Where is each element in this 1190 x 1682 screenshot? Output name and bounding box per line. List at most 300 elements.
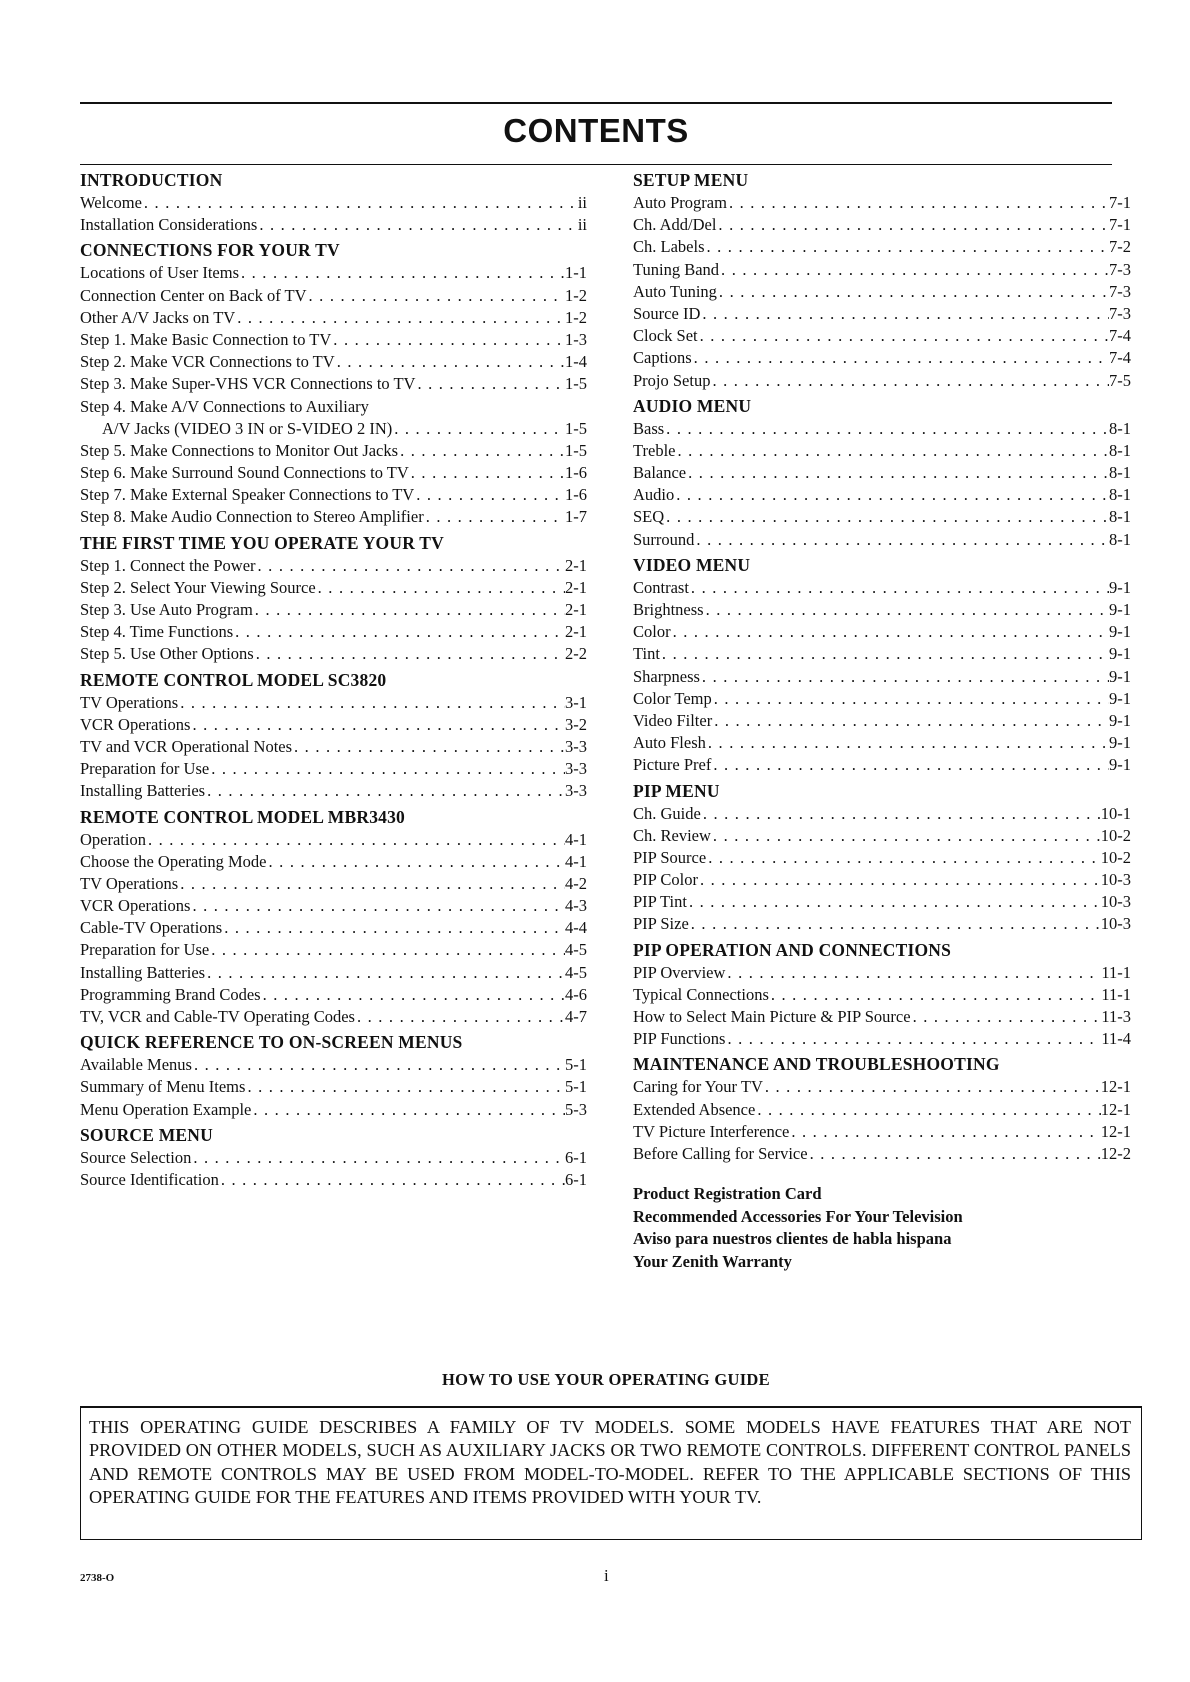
toc-entry-title: Source Identification bbox=[80, 1169, 219, 1189]
dot-leader bbox=[307, 285, 565, 307]
dot-leader bbox=[689, 577, 1109, 599]
dot-leader bbox=[700, 303, 1109, 325]
dot-leader bbox=[398, 440, 565, 462]
toc-entry[interactable] bbox=[80, 373, 587, 395]
toc-entry-title: Locations of User Items bbox=[80, 263, 239, 283]
toc-section-heading-introduction: INTRODUCTION bbox=[80, 170, 223, 190]
toc-entry-page: 1-2 bbox=[565, 285, 587, 305]
toc-entry-title: Ch. Labels bbox=[633, 237, 705, 257]
toc-entry[interactable] bbox=[80, 506, 587, 528]
notice-box bbox=[80, 1406, 1142, 1540]
toc-entry-page: 8-1 bbox=[1109, 529, 1131, 549]
toc-entry[interactable] bbox=[80, 984, 587, 1006]
dot-leader bbox=[253, 599, 565, 621]
toc-entry-title: Step 2. Select Your Viewing Source bbox=[80, 577, 316, 597]
toc-entry-page: 12-2 bbox=[1100, 1143, 1131, 1163]
toc-entry[interactable] bbox=[80, 192, 587, 214]
toc-entry-page: 9-1 bbox=[1109, 688, 1131, 708]
dot-leader bbox=[789, 1121, 1100, 1143]
toc-entry-page: 11-1 bbox=[1101, 962, 1131, 982]
page-number: i bbox=[604, 1566, 609, 1585]
toc-entry-page: 4-6 bbox=[565, 984, 587, 1004]
toc-entry-page: 12-1 bbox=[1100, 1077, 1131, 1097]
toc-entry[interactable] bbox=[633, 236, 1131, 258]
toc-entry[interactable] bbox=[80, 1006, 587, 1028]
toc-entry-title: Ch. Guide bbox=[633, 803, 701, 823]
toc-right-column bbox=[633, 168, 1131, 1274]
toc-entry-title: Preparation for Use bbox=[80, 940, 210, 960]
toc-entry-page: 1-4 bbox=[565, 352, 587, 372]
toc-entry[interactable] bbox=[633, 913, 1131, 935]
toc-entry-title: Tuning Band bbox=[633, 259, 720, 279]
toc-entry-page: 9-1 bbox=[1109, 622, 1131, 642]
dot-leader bbox=[769, 984, 1102, 1006]
toc-entry-title: Tint bbox=[633, 644, 660, 664]
dot-leader bbox=[700, 666, 1109, 688]
toc-entry[interactable] bbox=[633, 599, 1131, 621]
toc-entry[interactable] bbox=[80, 1147, 587, 1169]
toc-entry-page: 5-1 bbox=[565, 1055, 587, 1075]
toc-entry-page: 8-1 bbox=[1109, 418, 1131, 438]
toc-entry-title: Before Calling for Service bbox=[633, 1143, 808, 1163]
toc-entry-title: TV Operations bbox=[80, 873, 179, 893]
toc-entry-page: 8-1 bbox=[1109, 485, 1131, 505]
toc-entry-page: 4-3 bbox=[565, 896, 587, 916]
toc-entry[interactable] bbox=[80, 1169, 587, 1191]
toc-entry[interactable] bbox=[80, 396, 587, 418]
dot-leader bbox=[205, 962, 565, 984]
toc-entry[interactable] bbox=[80, 692, 587, 714]
toc-entry-page: ii bbox=[577, 215, 587, 235]
toc-entry-page: 10-1 bbox=[1100, 803, 1131, 823]
top-rule bbox=[80, 102, 1112, 104]
dot-leader bbox=[701, 803, 1101, 825]
dot-leader bbox=[254, 643, 565, 665]
toc-entry[interactable] bbox=[633, 418, 1131, 440]
toc-entry-title: Audio bbox=[633, 485, 675, 505]
toc-entry-title: Caring for Your TV bbox=[633, 1077, 763, 1097]
toc-entry[interactable] bbox=[633, 847, 1131, 869]
toc-section-heading-pip-menu: PIP MENU bbox=[633, 780, 720, 801]
toc-entry[interactable] bbox=[80, 829, 587, 851]
toc-entry-title: Installing Batteries bbox=[80, 962, 206, 982]
dot-leader bbox=[660, 643, 1109, 665]
toc-entry[interactable] bbox=[633, 1099, 1131, 1121]
toc-entry-title: Step 3. Use Auto Program bbox=[80, 600, 253, 619]
dot-leader bbox=[711, 825, 1101, 847]
dot-leader bbox=[704, 599, 1109, 621]
toc-left-column bbox=[80, 168, 587, 1191]
toc-entry-title: Other A/V Jacks on TV bbox=[80, 307, 236, 327]
toc-entry[interactable] bbox=[80, 577, 587, 599]
dot-leader bbox=[689, 913, 1101, 935]
dot-leader bbox=[671, 621, 1109, 643]
additional-item: Your Zenith Warranty bbox=[633, 1251, 792, 1271]
toc-entry-title: Color bbox=[633, 622, 671, 642]
toc-entry-title: Clock Set bbox=[633, 326, 698, 346]
toc-entry-page: 7-5 bbox=[1109, 370, 1131, 390]
toc-entry-title: PIP Overview bbox=[633, 962, 726, 982]
dot-leader bbox=[424, 506, 565, 528]
toc-entry-title: Step 4. Make A/V Connections to Auxiliary bbox=[80, 396, 369, 416]
toc-entry-page: 7-3 bbox=[1109, 303, 1131, 323]
toc-entry-page: 4-5 bbox=[565, 940, 587, 960]
toc-entry-title: Auto Program bbox=[633, 193, 727, 212]
toc-entry[interactable] bbox=[80, 758, 587, 780]
toc-entry-page: 3-3 bbox=[565, 736, 587, 756]
toc-entry[interactable] bbox=[80, 962, 587, 984]
toc-entry-page: 7-4 bbox=[1109, 348, 1131, 368]
toc-entry[interactable] bbox=[633, 370, 1131, 392]
toc-entry[interactable] bbox=[633, 484, 1131, 506]
toc-entry-page: 4-7 bbox=[565, 1007, 587, 1026]
toc-entry[interactable] bbox=[80, 285, 587, 307]
toc-entry-page: 9-1 bbox=[1109, 577, 1131, 597]
toc-entry[interactable] bbox=[80, 262, 587, 284]
dot-leader bbox=[727, 192, 1109, 214]
toc-entry[interactable] bbox=[80, 851, 587, 873]
dot-leader bbox=[178, 692, 565, 714]
toc-entry-title: Contrast bbox=[633, 577, 689, 597]
toc-section-heading-video-menu: VIDEO MENU bbox=[633, 554, 751, 575]
dot-leader bbox=[142, 192, 573, 214]
toc-entry-title: Color Temp bbox=[633, 688, 712, 708]
dot-leader bbox=[710, 370, 1109, 392]
toc-entry-title: Operation bbox=[80, 829, 146, 849]
toc-entry-title: Picture Pref bbox=[633, 755, 712, 775]
dot-leader bbox=[712, 710, 1109, 732]
dot-leader bbox=[712, 688, 1109, 710]
additional-item: Product Registration Card bbox=[633, 1184, 822, 1204]
toc-section-heading-source-menu: SOURCE MENU bbox=[80, 1124, 213, 1145]
dot-leader bbox=[664, 418, 1109, 440]
toc-entry[interactable] bbox=[633, 529, 1131, 551]
toc-entry-title: VCR Operations bbox=[80, 714, 191, 734]
toc-entry[interactable] bbox=[633, 281, 1131, 303]
dot-leader bbox=[192, 1054, 565, 1076]
toc-entry-page: 5-3 bbox=[565, 1099, 587, 1119]
toc-entry-page: 1-7 bbox=[565, 507, 587, 527]
toc-entry[interactable] bbox=[633, 891, 1131, 913]
dot-leader bbox=[251, 1099, 565, 1121]
toc-entry-title: Projo Setup bbox=[633, 370, 711, 390]
toc-entry-page: 7-1 bbox=[1109, 215, 1131, 235]
toc-entry[interactable] bbox=[80, 1054, 587, 1076]
toc-entry-page: 3-3 bbox=[565, 781, 587, 801]
toc-entry-title: Captions bbox=[633, 348, 692, 368]
toc-entry-page: 8-1 bbox=[1109, 463, 1131, 483]
toc-entry-page: 3-2 bbox=[565, 714, 587, 734]
toc-entry-title: PIP Size bbox=[633, 914, 689, 934]
dot-leader bbox=[911, 1006, 1102, 1028]
notice-text: THIS OPERATING GUIDE DESCRIBES A FAMILY OF TV MODELS. SOME MODELS HAVE FEATURES THAT ARE NOT PROVIDED ON OTHER MODELS, SUCH AS AUXILIARY JACKS OR TWO REMOTE CONTROLS. DIFFERENT CONTROL PANELS AND REMOTE CONTROLS MAY BE USED FROM MODEL-TO-MODEL. REFER TO THE APPLICABLE SECTIONS OF THIS OPERATING GUIDE FOR THE FEATURES AND ITEMS PROVIDED WITH YOUR TV. bbox=[89, 1417, 1131, 1508]
toc-entry-title: Cable-TV Operations bbox=[80, 918, 223, 938]
toc-entry-title: Summary of Menu Items bbox=[80, 1077, 246, 1097]
toc-entry[interactable] bbox=[633, 754, 1131, 776]
dot-leader bbox=[209, 939, 565, 961]
toc-entry-page: 1-1 bbox=[565, 263, 587, 283]
toc-entry[interactable] bbox=[633, 506, 1131, 528]
toc-entry[interactable] bbox=[80, 307, 587, 329]
toc-entry-title: Video Filter bbox=[633, 710, 713, 730]
toc-entry-title: Step 5. Use Other Options bbox=[80, 644, 254, 664]
toc-entry[interactable] bbox=[80, 621, 587, 643]
toc-entry-page: 2-2 bbox=[565, 644, 587, 664]
toc-entry[interactable] bbox=[633, 1006, 1131, 1028]
dot-leader bbox=[664, 506, 1109, 528]
dot-leader bbox=[716, 214, 1109, 236]
toc-entry[interactable] bbox=[80, 873, 587, 895]
toc-entry-page: 8-1 bbox=[1109, 440, 1131, 460]
toc-entry-title: Ch. Review bbox=[633, 825, 711, 845]
toc-entry[interactable] bbox=[633, 214, 1131, 236]
toc-entry-title: Brightness bbox=[633, 600, 704, 619]
toc-entry[interactable] bbox=[633, 621, 1131, 643]
toc-entry-page: 8-1 bbox=[1109, 507, 1131, 527]
additional-item: Aviso para nuestros clientes de habla hispana bbox=[633, 1229, 952, 1249]
toc-section-heading-pip-operation-and-connections: PIP OPERATION AND CONNECTIONS bbox=[633, 939, 952, 960]
toc-entry-page: 1-5 bbox=[565, 374, 587, 394]
toc-entry-page: 10-3 bbox=[1100, 870, 1131, 890]
toc-entry-page: 3-3 bbox=[565, 759, 587, 779]
toc-entry[interactable] bbox=[633, 347, 1131, 369]
toc-entry[interactable] bbox=[80, 351, 587, 373]
toc-entry-title: Source Selection bbox=[80, 1147, 192, 1167]
dot-leader bbox=[222, 917, 565, 939]
toc-entry[interactable] bbox=[80, 643, 587, 665]
toc-entry[interactable] bbox=[633, 666, 1131, 688]
toc-entry-page: 9-1 bbox=[1109, 710, 1131, 730]
toc-entry[interactable] bbox=[80, 939, 587, 961]
toc-entry[interactable] bbox=[80, 418, 587, 440]
dot-leader bbox=[414, 484, 565, 506]
howto-heading: HOW TO USE YOUR OPERATING GUIDE bbox=[442, 1370, 770, 1389]
toc-entry[interactable] bbox=[633, 462, 1131, 484]
dot-leader bbox=[711, 754, 1109, 776]
toc-entry-page: 10-3 bbox=[1100, 914, 1131, 934]
toc-entry-title: TV, VCR and Cable-TV Operating Codes bbox=[80, 1007, 355, 1026]
dot-leader bbox=[719, 259, 1109, 281]
dot-leader bbox=[146, 829, 565, 851]
toc-entry-page: 1-6 bbox=[565, 485, 587, 505]
toc-entry[interactable] bbox=[633, 688, 1131, 710]
toc-entry[interactable] bbox=[80, 555, 587, 577]
dot-leader bbox=[409, 462, 565, 484]
toc-section-heading-the-first-time-you-operate-your-tv: THE FIRST TIME YOU OPERATE YOUR TV bbox=[80, 532, 444, 553]
toc-entry-page: 7-4 bbox=[1109, 326, 1131, 346]
toc-entry[interactable] bbox=[80, 440, 587, 462]
toc-entry-page: 10-2 bbox=[1100, 847, 1131, 867]
dot-leader bbox=[674, 484, 1109, 506]
dot-leader bbox=[705, 236, 1110, 258]
toc-entry-title: Menu Operation Example bbox=[80, 1099, 252, 1119]
toc-entry[interactable] bbox=[633, 869, 1131, 891]
toc-entry-page: 4-2 bbox=[565, 873, 587, 893]
dot-leader bbox=[698, 325, 1109, 347]
dot-leader bbox=[808, 1143, 1101, 1165]
toc-entry-title: Step 6. Make Surround Sound Connections to TV bbox=[80, 463, 409, 483]
toc-entry[interactable] bbox=[633, 803, 1131, 825]
toc-entry-page: 4-5 bbox=[565, 962, 587, 982]
dot-leader bbox=[392, 418, 565, 440]
dot-leader bbox=[755, 1099, 1100, 1121]
toc-entry-page: 12-1 bbox=[1100, 1099, 1131, 1119]
toc-entry-title: Sharpness bbox=[633, 666, 700, 686]
toc-entry[interactable] bbox=[633, 440, 1131, 462]
toc-entry-title: PIP Source bbox=[633, 847, 707, 867]
toc-entry-title: Available Menus bbox=[80, 1055, 192, 1075]
toc-entry-page: 2-1 bbox=[565, 622, 587, 642]
toc-entry[interactable] bbox=[633, 192, 1131, 214]
toc-entry-title: PIP Functions bbox=[633, 1029, 726, 1049]
dot-leader bbox=[706, 847, 1101, 869]
toc-entry-page: 7-3 bbox=[1109, 259, 1131, 279]
toc-entry-page: 1-5 bbox=[565, 418, 587, 438]
toc-entry-page: 10-2 bbox=[1100, 825, 1131, 845]
additional-items bbox=[633, 1183, 1131, 1273]
toc-entry[interactable] bbox=[80, 462, 587, 484]
toc-entry-page: 10-3 bbox=[1100, 892, 1131, 912]
dot-leader bbox=[219, 1169, 565, 1191]
page-title: CONTENTS bbox=[503, 112, 689, 149]
toc-entry-title: Preparation for Use bbox=[80, 759, 210, 779]
toc-entry[interactable] bbox=[633, 710, 1131, 732]
toc-entry[interactable] bbox=[633, 325, 1131, 347]
toc-entry-title: Source ID bbox=[633, 303, 701, 323]
toc-entry-page: 9-1 bbox=[1109, 755, 1131, 775]
toc-entry-title: Connection Center on Back of TV bbox=[80, 285, 307, 305]
toc-entry[interactable] bbox=[633, 577, 1131, 599]
toc-entry-title: Programming Brand Codes bbox=[80, 984, 261, 1004]
additional-item: Recommended Accessories For Your Television bbox=[633, 1206, 963, 1226]
dot-leader bbox=[233, 621, 565, 643]
dot-leader bbox=[331, 329, 565, 351]
dot-leader bbox=[698, 869, 1101, 891]
toc-entry[interactable] bbox=[80, 780, 587, 802]
dot-leader bbox=[239, 262, 565, 284]
toc-section-heading-remote-control-model-mbr3430: REMOTE CONTROL MODEL MBR3430 bbox=[80, 806, 406, 827]
toc-entry-title: Welcome bbox=[80, 193, 142, 212]
dot-leader bbox=[687, 891, 1101, 913]
toc-entry-page: 2-1 bbox=[565, 577, 587, 597]
toc-entry-page: 12-1 bbox=[1100, 1121, 1131, 1141]
toc-section-heading-remote-control-model-sc3820: REMOTE CONTROL MODEL SC3820 bbox=[80, 669, 387, 690]
toc-entry-title: Step 4. Time Functions bbox=[80, 622, 234, 642]
toc-entry-title: Surround bbox=[633, 529, 695, 549]
toc-entry-page: 2-1 bbox=[565, 600, 587, 619]
toc-entry[interactable] bbox=[80, 1076, 587, 1098]
toc-entry[interactable] bbox=[80, 329, 587, 351]
toc-entry-page: 6-1 bbox=[565, 1169, 587, 1189]
toc-entry-title: Auto Tuning bbox=[633, 281, 717, 301]
toc-entry[interactable] bbox=[80, 895, 587, 917]
dot-leader bbox=[245, 1076, 565, 1098]
toc-entry-page: 1-5 bbox=[565, 440, 587, 460]
dot-leader bbox=[191, 1147, 565, 1169]
toc-entry[interactable] bbox=[633, 1121, 1131, 1143]
toc-entry-title: Step 1. Connect the Power bbox=[80, 555, 256, 575]
dot-leader bbox=[205, 780, 565, 802]
toc-entry[interactable] bbox=[80, 1099, 587, 1121]
toc-entry[interactable] bbox=[633, 1143, 1131, 1165]
toc-entry-title: TV Picture Interference bbox=[633, 1121, 790, 1141]
toc-entry[interactable] bbox=[80, 214, 587, 236]
toc-entry-title: PIP Tint bbox=[633, 892, 687, 912]
dot-leader bbox=[692, 347, 1109, 369]
toc-entry[interactable] bbox=[80, 917, 587, 939]
dot-leader bbox=[256, 555, 565, 577]
dot-leader bbox=[190, 714, 565, 736]
toc-entry-page: 1-3 bbox=[565, 329, 587, 349]
dot-leader bbox=[725, 962, 1101, 984]
toc-entry[interactable] bbox=[633, 259, 1131, 281]
toc-section-heading-quick-reference-to-on-screen-menus: QUICK REFERENCE TO ON-SCREEN MENUS bbox=[80, 1032, 463, 1053]
toc-entry-title: Balance bbox=[633, 463, 687, 483]
toc-entry[interactable] bbox=[633, 643, 1131, 665]
toc-entry[interactable] bbox=[633, 732, 1131, 754]
dot-leader bbox=[190, 895, 565, 917]
toc-entry-page: 9-1 bbox=[1109, 666, 1131, 686]
toc-entry[interactable] bbox=[633, 303, 1131, 325]
toc-entry[interactable] bbox=[633, 1028, 1131, 1050]
toc-entry-title: PIP Color bbox=[633, 870, 698, 890]
toc-entry-page: 6-1 bbox=[565, 1147, 587, 1167]
toc-entry[interactable] bbox=[633, 962, 1131, 984]
toc-entry[interactable] bbox=[80, 736, 587, 758]
toc-entry[interactable] bbox=[80, 714, 587, 736]
toc-entry-page: 1-6 bbox=[565, 463, 587, 483]
toc-entry-title: Step 7. Make External Speaker Connections to TV bbox=[80, 485, 415, 505]
dot-leader bbox=[178, 873, 565, 895]
toc-entry-title: Choose the Operating Mode bbox=[80, 851, 267, 871]
toc-section-heading-maintenance-and-troubleshooting: MAINTENANCE AND TROUBLESHOOTING bbox=[633, 1054, 1000, 1075]
dot-leader bbox=[316, 577, 565, 599]
toc-entry-page: 7-2 bbox=[1109, 237, 1131, 257]
dot-leader bbox=[694, 529, 1109, 551]
toc-entry-page: 11-1 bbox=[1101, 984, 1131, 1004]
dot-leader bbox=[415, 373, 565, 395]
toc-entry-page: ii bbox=[577, 193, 587, 212]
toc-section-heading-setup-menu: SETUP MENU bbox=[633, 170, 749, 190]
toc-entry[interactable] bbox=[633, 1076, 1131, 1098]
toc-entry-title: Step 5. Make Connections to Monitor Out Jacks bbox=[80, 440, 399, 460]
toc-entry-page: 11-4 bbox=[1101, 1029, 1131, 1049]
toc-entry[interactable] bbox=[633, 825, 1131, 847]
toc-entry-page: 5-1 bbox=[565, 1077, 587, 1097]
dot-leader bbox=[706, 732, 1109, 754]
dot-leader bbox=[235, 307, 565, 329]
toc-entry-title: Bass bbox=[633, 418, 665, 438]
toc-entry[interactable] bbox=[80, 599, 587, 621]
toc-entry-title: Extended Absence bbox=[633, 1099, 756, 1119]
toc-entry-title: Auto Flesh bbox=[633, 733, 706, 753]
toc-entry-title: SEQ bbox=[633, 507, 665, 527]
toc-entry-page: 7-3 bbox=[1109, 281, 1131, 301]
dot-leader bbox=[686, 462, 1109, 484]
dot-leader bbox=[335, 351, 565, 373]
toc-section-heading-audio-menu: AUDIO MENU bbox=[633, 395, 752, 416]
toc-entry-page: 4-1 bbox=[565, 829, 587, 849]
dot-leader bbox=[675, 440, 1109, 462]
toc-entry-title: Installing Batteries bbox=[80, 781, 206, 801]
toc-entry[interactable] bbox=[633, 984, 1131, 1006]
toc-entry[interactable] bbox=[80, 484, 587, 506]
toc-entry-page: 9-1 bbox=[1109, 733, 1131, 753]
toc-entry-title: A/V Jacks (VIDEO 3 IN or S-VIDEO 2 IN) bbox=[102, 418, 393, 438]
toc-entry-page: 11-3 bbox=[1101, 1007, 1131, 1026]
toc-entry-title: Step 3. Make Super-VHS VCR Connections to TV bbox=[80, 374, 416, 394]
toc-section-heading-connections-for-your-tv: CONNECTIONS FOR YOUR TV bbox=[80, 240, 340, 261]
